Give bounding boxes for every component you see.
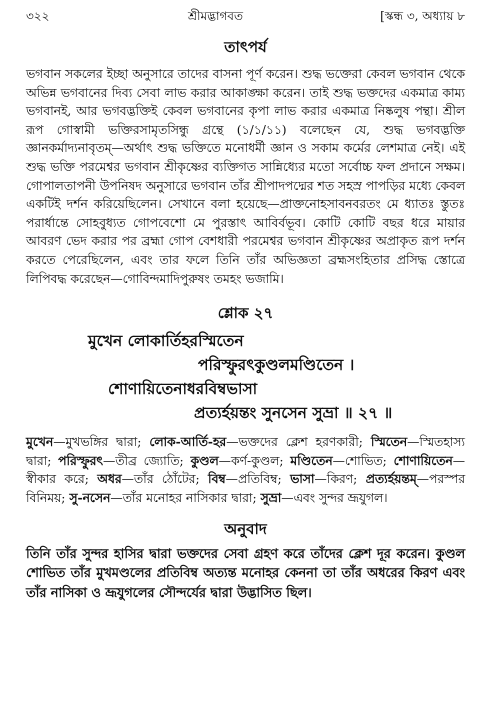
synonym-meaning: —শোভিত;	[332, 453, 394, 468]
purport-text: ভগবান সকলের ইচ্ছা অনুসারে তাদের বাসনা পূর্ণ করেন। শুদ্ধ ভক্তেরা কেবল ভগবান থেকে অভিন্ন ভগবানের দিব্য সেবা লাভ করার আকাঙ্ক্ষা করেন। তাই শুদ্ধ ভক্তদের একমাত্র কাম্য ভগবানই, আর ভগবদ্ভক্তিই কেবল ভগবানের কৃপা লাভ করার একমাত্র নিষ্কলুষ পন্থা। শ্রীল রূপ গোস্বামী ভক্তিরসামৃতসিন্ধু গ্রন্থে (১/১/১১) বলেছেন যে, শুদ্ধ ভগবদ্ভক্তি জ্ঞানকর্মাদ্যনাবৃতম্—অর্থাৎ শুদ্ধ ভক্তিতে মনোধর্মী জ্ঞান ও সকাম কর্মের লেশমাত্র নেই। এই শুদ্ধ ভক্তি পরমেশ্বর ভগবান শ্রীকৃষ্ণের ব্যক্তিগত সান্নিধ্যের মতো সর্বোচ্চ ফল প্রদানে সক্ষম। গোপালতাপনী উপনিষদ অনুসারে ভগবান তাঁর শ্রীপাদপদ্মের শত সহস্র পাপড়ির মধ্যে কেবল একটিই দর্শন করিয়েছিলেন। সেখানে বলা হয়েছে—প্রাক্তনোহসাবনবরতং মে ধ্যাতঃ স্তুতঃ পরার্ধান্তে সোহবুধ্যত গোপবেশো মে পুরস্তাৎ আবির্বভূব। কোটি কোটি বছর ধরে মায়ার আবরণ ভেদ করার পর ব্রহ্মা গোপ বেশধারী পরমেশ্বর ভগবান শ্রীকৃষ্ণের অপ্রাকৃত রূপ দর্শন করতে পেরেছিলেন, এবং তার ফলে তিনি তাঁর অভিজ্ঞতা ব্রহ্মসংহিতার প্রসিদ্ধ স্তোত্রে লিপিবদ্ধ করেছেন—গোবিন্দমাদিপুরুষং তমহং ভজামি।	[26, 67, 465, 286]
synonym-term: অধর	[97, 471, 122, 487]
synonym-meaning: —কিরণ;	[314, 472, 366, 487]
verse-line: পরিস্ফুরৎকুণ্ডলমণ্ডিতেন ।	[198, 355, 355, 375]
page-number: ৩২২	[26, 9, 50, 23]
verse-heading: শ্লোক ২৭	[217, 304, 274, 323]
synonym-term: সু-নসেন	[69, 489, 111, 505]
synonym-term: মুখেন	[26, 434, 54, 450]
synonym-term: লোক-আর্তি-হর	[149, 434, 227, 450]
book-title: শ্রীমদ্ভাগবত	[187, 9, 243, 23]
synonym-term: ভাসা	[290, 471, 315, 487]
synonym-meaning: —কর্ণ-কুণ্ডল;	[218, 453, 291, 468]
synonym-term: বিম্ব	[208, 471, 226, 487]
synonym-term: মণ্ডিতেন	[290, 452, 333, 468]
chapter-reference: [স্কন্ধ ৩, অধ্যায় ৮	[380, 9, 465, 23]
synonym-meaning: —এবং সুন্দর ভ্রূযুগল।	[281, 490, 388, 505]
synonym-meaning: —পরস্পর বিনিময়;	[26, 472, 465, 505]
synonym-term: সুভ্রা	[260, 489, 282, 505]
synonym-term: কুণ্ডল	[190, 452, 219, 468]
synonym-meaning: —মুখভঙ্গির দ্বারা;	[53, 435, 150, 450]
verse-line: শোণায়িতেনাধরবিম্বভাসা	[108, 379, 258, 399]
synonyms	[26, 433, 465, 507]
synonym-meaning: —প্রতিবিম্ব;	[225, 472, 291, 487]
synonym-term: শোণায়িতেন	[393, 452, 453, 468]
synonym-meaning: —তীব্র জ্যোতি;	[102, 453, 191, 468]
translation-text: তিনি তাঁর সুন্দর হাসির দ্বারা ভক্তদের সেবা গ্রহণ করে তাঁদের ক্লেশ দূর করেন। কুণ্ডল শোভিত তাঁর মুখমণ্ডলের প্রতিবিম্ব অত্যন্ত মনোহর কেননা তা তাঁর অধরের কিরণ এবং তাঁর নাসিকা ও ভ্রূযুগলের সৌন্দর্যের দ্বারা উদ্ভাসিত ছিল।	[26, 546, 465, 601]
verse-line: প্রত্যর্হয়ন্তং সুনসেন সুভ্রা ॥ ২৭ ॥	[194, 403, 393, 423]
synonym-meaning: —স্মিতহাস্য দ্বারা;	[26, 435, 465, 468]
page-header	[26, 8, 465, 28]
synonym-term: প্রত্যর্হয়ন্তম্	[365, 471, 417, 487]
verse-line: মুখেন লোকার্তিহরস্মিতেন	[88, 331, 244, 351]
synonym-term: স্মিতেন	[370, 434, 408, 450]
translation-heading: অনুবাদ	[224, 519, 267, 538]
synonym-meaning: —তাঁর ঠোঁটের;	[121, 472, 209, 487]
synonym-term: পরিস্ফুরৎ	[58, 452, 103, 468]
verse-text	[26, 329, 465, 425]
synonym-meaning: —তাঁর মনোহর নাসিকার দ্বারা;	[110, 490, 261, 505]
synonym-meaning: —স্বীকার করে;	[26, 453, 465, 487]
purport-heading: তাৎপর্য	[224, 38, 267, 56]
synonym-meaning: —ভক্তদের ক্লেশ হরণকারী;	[226, 435, 371, 450]
